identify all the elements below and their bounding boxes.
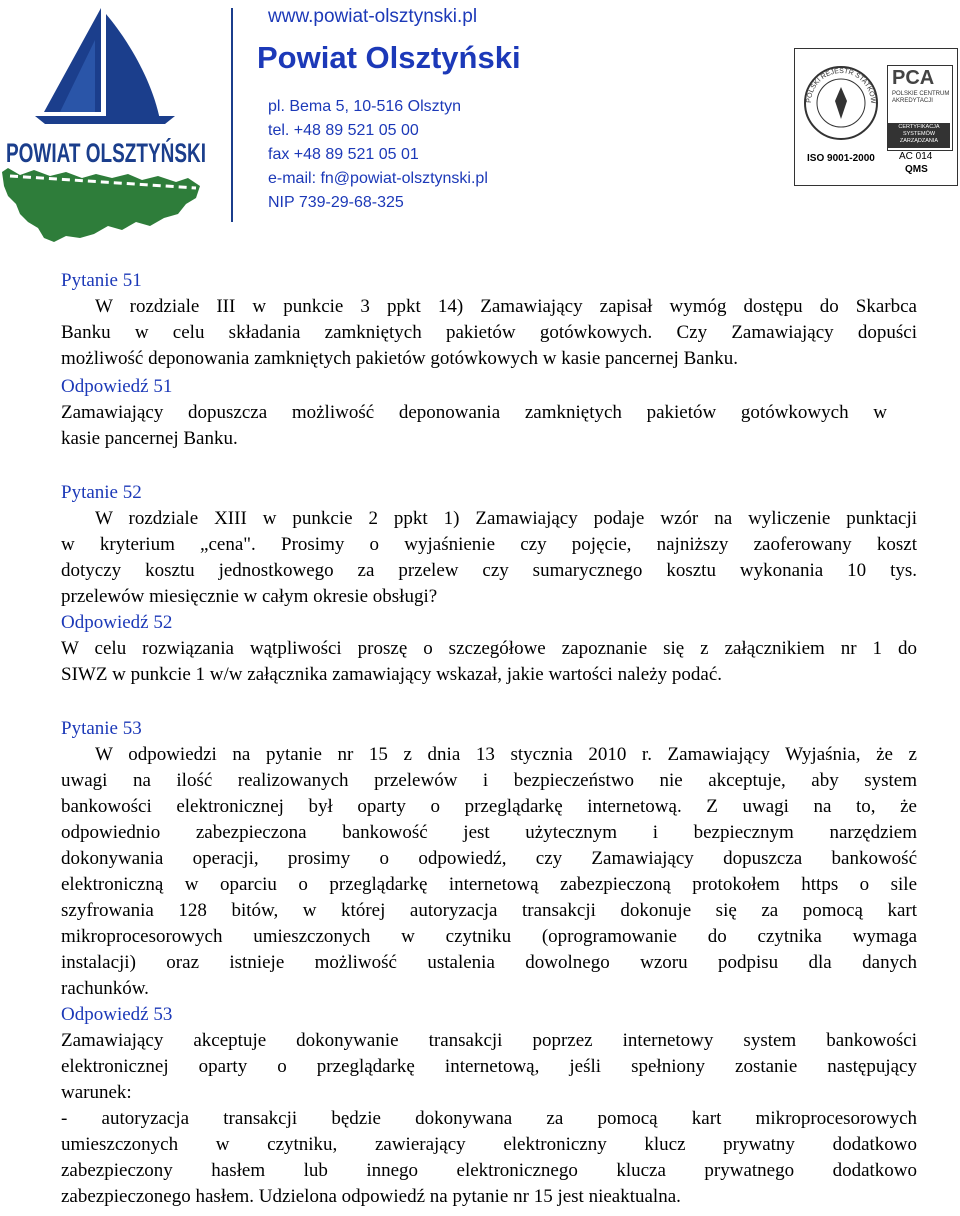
answer-53-line: warunek:: [61, 1082, 132, 1103]
question-53-title: Pytanie 53: [61, 718, 142, 739]
svg-text:POLSKI REJESTR STATKÓW: POLSKI REJESTR STATKÓW: [805, 67, 877, 104]
answer-51-title: Odpowiedź 51: [61, 376, 173, 397]
logo-text: POWIAT OLSZTYŃSKI: [6, 138, 291, 168]
question-51-line: Banku w celu składania zamkniętych pakietów gotówkowych. Czy Zamawiający dopuści: [61, 322, 917, 343]
question-52-line: w kryterium „cena". Prosimy o wyjaśnienie czy pojęcie, najniższy zaoferowany koszt: [61, 534, 917, 555]
pca-subtitle: POLSKIE CENTRUM AKREDYTACJI: [892, 91, 950, 104]
question-53-line: rachunków.: [61, 978, 149, 999]
answer-52-line: SIWZ w punkcie 1 w/w załącznika zamawiający wskazał, jakie wartości należy podać.: [61, 664, 723, 685]
question-53-line: szyfrowania 128 bitów, w której autoryzacja transakcji dokonuje się za pomocą kart: [61, 900, 917, 921]
answer-53-title: Odpowiedź 53: [61, 1004, 173, 1025]
certification-badge: [794, 48, 958, 186]
question-53-line: elektroniczną w oparciu o przeglądarkę internetową zabezpieczoną protokołem https o sile: [61, 874, 917, 895]
phone: tel. +48 89 521 05 00: [268, 122, 419, 139]
powiat-logo: [0, 0, 291, 250]
answer-53-line: - autoryzacja transakcji będzie dokonywana za pomocą kart mikroprocesorowych: [61, 1108, 917, 1129]
office-name: Powiat Olsztyński: [257, 40, 521, 75]
question-53-line: bankowości elektronicznej był oparty o przeglądarkę internetową. Z uwagi na to, że: [61, 796, 917, 817]
nip: NIP 739-29-68-325: [268, 194, 404, 211]
question-53-line: instalacji) oraz istnieje możliwość ustalenia dowolnego wzoru podpisu dla danych: [61, 952, 917, 973]
address: pl. Bema 5, 10-516 Olsztyn: [268, 98, 461, 115]
answer-53-line: zabezpieczonego hasłem. Udzielona odpowiedź na pytanie nr 15 jest nieaktualna.: [61, 1186, 681, 1207]
answer-51-line: kasie pancernej Banku.: [61, 428, 238, 449]
answer-52-line: W celu rozwiązania wątpliwości proszę o szczegółowe zapoznanie się z załącznikiem nr 1 do: [61, 638, 917, 659]
answer-53-line: zabezpieczony hasłem lub innego elektronicznego klucza prywatnego dodatkowo: [61, 1160, 917, 1181]
question-52-line: dotyczy kosztu jednostkowego za przelew czy sumarycznego kosztu wykonania 10 tys.: [61, 560, 917, 581]
email[interactable]: e-mail: fn@powiat-olsztynski.pl: [268, 170, 488, 187]
question-53-line: uwagi na ilość realizowanych przelewów i bezpieczeństwo nie akceptuje, aby system: [61, 770, 917, 791]
question-51-line: możliwość deponowania zamkniętych pakietów gotówkowych w kasie pancernej Banku.: [61, 348, 738, 369]
question-52-title: Pytanie 52: [61, 482, 142, 503]
question-53-line: odpowiednio zabezpieczona bankowość jest użytecznym i bezpiecznym narzędziem: [61, 822, 917, 843]
question-51-line: W rozdziale III w punkcie 3 ppkt 14) Zamawiający zapisał wymóg dostępu do Skarbca: [95, 296, 917, 317]
iso-label: ISO 9001-2000: [807, 153, 875, 164]
qms-label: QMS: [905, 164, 928, 175]
ac-code: AC 014: [899, 151, 933, 162]
question-52-line: przelewów miesięcznie w całym okresie obsługi?: [61, 586, 438, 607]
question-53-line: mikroprocesorowych umieszczonych w czytniku (oprogramowanie do czytnika wymaga: [61, 926, 917, 947]
question-53-line: W odpowiedzi na pytanie nr 15 z dnia 13 stycznia 2010 r. Zamawiający Wyjaśnia, że z: [95, 744, 917, 765]
question-52-line: W rozdziale XIII w punkcie 2 ppkt 1) Zamawiający podaje wzór na wyliczenie punktacji: [95, 508, 917, 529]
answer-53-line: umieszczonych w czytniku, zawierający elektroniczny klucz prywatny dodatkowo: [61, 1134, 917, 1155]
website-link[interactable]: www.powiat-olsztynski.pl: [268, 6, 478, 27]
pca-logo: PCA: [892, 67, 935, 89]
answer-53-line: elektronicznej oparty o przeglądarkę internetową, jeśli spełniony zostanie następujący: [61, 1056, 917, 1077]
answer-53-line: Zamawiający akceptuje dokonywanie transakcji poprzez internetowy system bankowości: [61, 1030, 917, 1051]
header-divider: [231, 8, 233, 222]
answer-51-line: Zamawiający dopuszcza możliwość deponowania zamkniętych pakietów gotówkowych w: [61, 402, 887, 423]
question-51-title: Pytanie 51: [61, 270, 142, 291]
fax: fax +48 89 521 05 01: [268, 146, 419, 163]
prs-seal-icon: [795, 49, 887, 153]
question-53-line: dokonywania operacji, prosimy o odpowiedź, czy Zamawiający dopuszcza bankowość: [61, 848, 917, 869]
answer-52-title: Odpowiedź 52: [61, 612, 173, 633]
certification-band: CERTYFIKACJA SYSTEMÓW ZARZĄDZANIA: [888, 123, 950, 148]
